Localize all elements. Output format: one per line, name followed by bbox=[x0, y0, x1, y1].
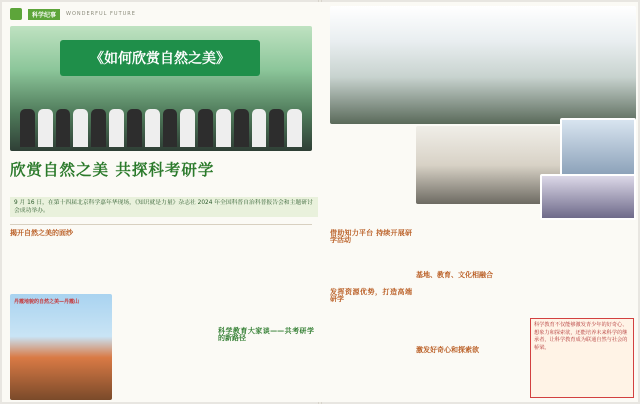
left-page bbox=[2, 2, 320, 402]
section-heading-5: 发挥资源优势，打造高端研学 bbox=[330, 287, 412, 304]
section-sub: WONDERFUL FUTURE bbox=[66, 11, 136, 17]
crowd-figures bbox=[20, 92, 302, 147]
page-header bbox=[10, 8, 136, 20]
article-title: 欣赏自然之美 共探科考研学 bbox=[10, 160, 215, 179]
left-col-2 bbox=[118, 228, 214, 396]
leaf-logo-icon bbox=[10, 8, 22, 20]
section-heading-4: 基地、教育、文化相融合 bbox=[416, 271, 493, 279]
section-heading-6: 激发好奇心和探索欲 bbox=[416, 346, 479, 355]
banner-title: 《如何欣赏自然之美》 bbox=[90, 51, 230, 67]
event-group-photo bbox=[10, 26, 312, 151]
section-heading-1: 揭开自然之美的面纱 bbox=[10, 229, 73, 237]
section-label: 科学纪事 bbox=[28, 9, 60, 20]
right-col-1 bbox=[330, 128, 412, 398]
left-col-3 bbox=[218, 228, 314, 396]
right-col-2 bbox=[416, 208, 524, 398]
section-heading-2: 科学教育大家谈——共考研学的新路径 bbox=[218, 327, 314, 343]
section-heading-3: 借助知力平台 持续开展研学活动 bbox=[330, 229, 412, 245]
inset-photo-2 bbox=[540, 174, 636, 220]
inset-photo-1 bbox=[560, 118, 636, 178]
danxia-photo bbox=[10, 294, 112, 400]
highlight-callout: 科学教育不仅能够激发青少年的好奇心、想象力和探索欲，还能培养未来科学的继承者，让科学教育成为联通自然与社会的桥梁。 bbox=[530, 318, 634, 398]
article-lead: 9 月 16 日，在第十四届北京科学嘉年华现场，《知识就是力量》杂志社 2024 年全国科普自治科普报告会和主题研讨会成功举办。 bbox=[10, 197, 318, 217]
divider bbox=[10, 224, 312, 225]
lecture-photo bbox=[330, 6, 636, 124]
left-col-1 bbox=[10, 228, 112, 292]
danxia-caption: 丹霞地貌的自然之美—丹霞山 bbox=[14, 299, 80, 305]
event-banner bbox=[60, 40, 260, 76]
right-col-3 bbox=[530, 220, 634, 314]
